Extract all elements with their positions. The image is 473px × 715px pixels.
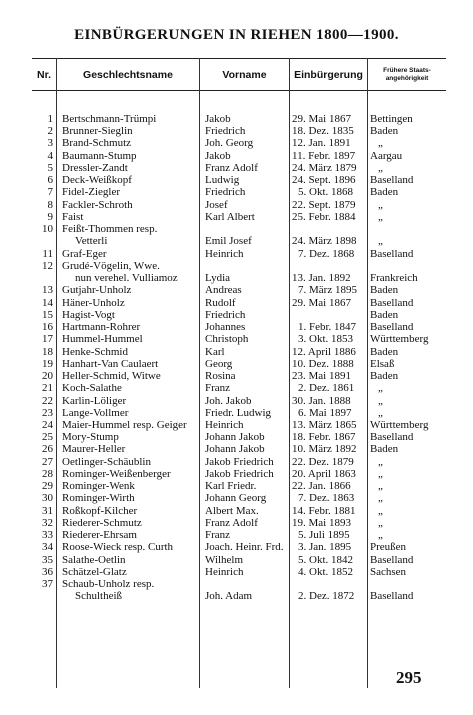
header-naturalization: Einbürgerung bbox=[294, 69, 363, 81]
table-row bbox=[0, 443, 473, 455]
table-row bbox=[0, 590, 473, 602]
first-name-cell: Karl bbox=[205, 345, 225, 358]
surname-cell: Schultheiß bbox=[75, 590, 123, 603]
previous-nationality-cell: Baden bbox=[370, 443, 399, 456]
naturalization-date-cell: 6. Mai 1897 bbox=[298, 406, 352, 419]
surname-cell: Karlin-Löliger bbox=[62, 394, 127, 407]
row-number: 10 bbox=[42, 223, 53, 236]
first-name-cell: Emil Josef bbox=[205, 235, 252, 248]
row-number: 20 bbox=[42, 370, 53, 383]
surname-cell: Riederer-Schmutz bbox=[62, 516, 142, 529]
table-row bbox=[0, 419, 473, 431]
surname-cell: nun verehel. Vulliamoz bbox=[75, 272, 178, 285]
naturalization-date-cell: 2. Dez. 1872 bbox=[298, 590, 355, 603]
first-name-cell: Joach. Heinr. Frd. bbox=[205, 541, 284, 554]
previous-nationality-cell: Baden bbox=[370, 308, 399, 321]
previous-nationality-cell: Baden bbox=[370, 370, 399, 383]
naturalization-date-cell: 7. Dez. 1863 bbox=[298, 492, 355, 505]
surname-cell: Hummel-Hummel bbox=[62, 333, 143, 346]
surname-cell: Fidel-Ziegler bbox=[62, 186, 121, 199]
previous-nationality-cell: Aargau bbox=[370, 149, 403, 162]
previous-nationality-cell: Baselland bbox=[370, 321, 414, 334]
first-name-cell: Joh. Adam bbox=[205, 590, 253, 603]
surname-cell: Hagist-Vogt bbox=[62, 308, 115, 321]
row-number: 6 bbox=[47, 174, 53, 187]
surname-cell: Rominger-Wirth bbox=[62, 492, 135, 505]
previous-nationality-cell: „ bbox=[378, 467, 383, 480]
surname-cell: Rominger-Wenk bbox=[62, 480, 135, 493]
row-number: 33 bbox=[42, 529, 53, 542]
naturalization-date-cell: 10. Dez. 1888 bbox=[292, 357, 354, 370]
naturalization-date-cell: 5. Okt. 1868 bbox=[298, 186, 353, 199]
row-number: 3 bbox=[47, 137, 53, 150]
surname-cell: Maurer-Heller bbox=[62, 443, 126, 456]
table-row bbox=[0, 370, 473, 382]
table-row bbox=[0, 382, 473, 394]
previous-nationality-cell: „ bbox=[378, 394, 383, 407]
first-name-cell: Heinrich bbox=[205, 565, 244, 578]
previous-nationality-cell: „ bbox=[378, 235, 383, 248]
table-row bbox=[0, 297, 473, 309]
naturalization-date-cell: 24. März 1879 bbox=[292, 161, 357, 174]
first-name-cell: Jakob bbox=[205, 113, 231, 125]
table-row bbox=[0, 199, 473, 211]
first-name-cell: Franz Adolf bbox=[205, 161, 258, 174]
naturalization-date-cell: 20. April 1863 bbox=[292, 467, 356, 480]
table-row bbox=[0, 162, 473, 174]
previous-nationality-cell: Baselland bbox=[370, 296, 414, 309]
row-number: 8 bbox=[47, 198, 53, 211]
table-row bbox=[0, 395, 473, 407]
naturalization-date-cell: 12. April 1886 bbox=[292, 345, 356, 358]
first-name-cell: Johannes bbox=[205, 321, 246, 334]
naturalization-date-cell: 24. März 1898 bbox=[292, 235, 357, 248]
first-name-cell: Joh. Georg bbox=[205, 137, 254, 150]
previous-nationality-cell: „ bbox=[378, 455, 383, 468]
surname-cell: Deck-Weißkopf bbox=[62, 174, 132, 187]
previous-nationality-cell: „ bbox=[378, 504, 383, 517]
header-first-name: Vorname bbox=[222, 69, 267, 81]
previous-nationality-cell: „ bbox=[378, 406, 383, 419]
row-number: 14 bbox=[42, 296, 53, 309]
first-name-cell: Rudolf bbox=[205, 296, 236, 309]
first-name-cell: Friedr. Ludwig bbox=[205, 406, 271, 419]
table-row bbox=[0, 358, 473, 370]
naturalization-date-cell: 5. Juli 1895 bbox=[298, 529, 350, 542]
table-row bbox=[0, 578, 473, 590]
surname-cell: Brunner-Sieglin bbox=[62, 125, 133, 138]
page-title: EINBÜRGERUNGEN IN RIEHEN 1800—1900. bbox=[74, 27, 399, 43]
first-name-cell: Franz bbox=[205, 382, 231, 395]
surname-cell: Fackler-Schroth bbox=[62, 198, 133, 211]
first-name-cell: Friedrich bbox=[205, 186, 246, 199]
row-number: 28 bbox=[42, 467, 53, 480]
row-number: 17 bbox=[42, 333, 53, 346]
first-name-cell: Johann Jakob bbox=[205, 431, 265, 444]
surname-cell: Rominger-Weißenberger bbox=[62, 467, 171, 480]
surname-cell: Mory-Stump bbox=[62, 431, 119, 444]
surname-cell: Feißt-Thommen resp. bbox=[62, 223, 158, 236]
row-number: 35 bbox=[42, 553, 53, 566]
table-row bbox=[0, 541, 473, 553]
naturalization-date-cell: 22. Sept. 1879 bbox=[292, 198, 356, 211]
surname-cell: Henke-Schmid bbox=[62, 345, 128, 358]
row-number: 37 bbox=[42, 578, 53, 591]
row-number: 15 bbox=[42, 308, 53, 321]
first-name-cell: Heinrich bbox=[205, 247, 244, 260]
previous-nationality-cell: „ bbox=[378, 137, 383, 150]
row-number: 34 bbox=[42, 541, 53, 554]
previous-nationality-cell: „ bbox=[378, 161, 383, 174]
table-top-rule bbox=[32, 58, 446, 59]
table-row bbox=[0, 248, 473, 260]
surname-cell: Schaub-Unholz resp. bbox=[62, 578, 155, 591]
naturalization-date-cell: 7. Dez. 1868 bbox=[298, 247, 355, 260]
previous-nationality-cell: Elsaß bbox=[370, 357, 395, 370]
previous-nationality-cell: Baselland bbox=[370, 431, 414, 444]
row-number: 12 bbox=[42, 259, 53, 272]
row-number: 19 bbox=[42, 357, 53, 370]
first-name-cell: Friedrich bbox=[205, 125, 246, 138]
previous-nationality-cell: Sachsen bbox=[370, 565, 407, 578]
surname-cell: Graf-Eger bbox=[62, 247, 107, 260]
first-name-cell: Karl Albert bbox=[205, 210, 255, 223]
row-number: 1 bbox=[47, 113, 53, 125]
first-name-cell: Albert Max. bbox=[205, 504, 259, 517]
previous-nationality-cell: Baselland bbox=[370, 174, 414, 187]
row-number: 2 bbox=[47, 125, 53, 138]
table-row bbox=[0, 235, 473, 247]
previous-nationality-cell: Baden bbox=[370, 186, 399, 199]
table-row bbox=[0, 431, 473, 443]
table-row bbox=[0, 456, 473, 468]
naturalization-date-cell: 4. Okt. 1852 bbox=[298, 565, 353, 578]
first-name-cell: Heinrich bbox=[205, 419, 244, 431]
first-name-cell: Jakob bbox=[205, 149, 231, 162]
table-row bbox=[0, 321, 473, 333]
first-name-cell: Rosina bbox=[205, 370, 236, 383]
table-row bbox=[0, 407, 473, 419]
surname-cell: Grudé-Vögelin, Wwe. bbox=[62, 259, 160, 272]
previous-nationality-cell: Württemberg bbox=[370, 419, 429, 431]
naturalization-date-cell: 18. Dez. 1835 bbox=[292, 125, 354, 138]
table-row bbox=[0, 333, 473, 345]
naturalization-date-cell: 19. Mai 1893 bbox=[292, 516, 351, 529]
surname-cell: Oetlinger-Schäublin bbox=[62, 455, 151, 468]
row-number: 32 bbox=[42, 516, 53, 529]
table-row bbox=[0, 272, 473, 284]
previous-nationality-cell: „ bbox=[378, 382, 383, 395]
naturalization-date-cell: 3. Okt. 1853 bbox=[298, 333, 353, 346]
naturalization-date-cell: 29. Mai 1867 bbox=[292, 296, 351, 309]
row-number: 9 bbox=[47, 210, 53, 223]
first-name-cell: Johann Jakob bbox=[205, 443, 265, 456]
row-number: 7 bbox=[47, 186, 53, 199]
surname-cell: Lange-Vollmer bbox=[62, 406, 129, 419]
table-row bbox=[0, 517, 473, 529]
table-row bbox=[0, 346, 473, 358]
surname-cell: Dressler-Zandt bbox=[62, 161, 128, 174]
row-number: 13 bbox=[42, 284, 53, 297]
row-number: 16 bbox=[42, 321, 53, 334]
row-number: 30 bbox=[42, 492, 53, 505]
table-row bbox=[0, 566, 473, 578]
table-row bbox=[0, 309, 473, 321]
surname-cell: Baumann-Stump bbox=[62, 149, 137, 162]
table-row bbox=[0, 554, 473, 566]
row-number: 26 bbox=[42, 443, 53, 456]
header-surname: Geschlechtsname bbox=[83, 69, 173, 81]
table-row bbox=[0, 505, 473, 517]
previous-nationality-cell: „ bbox=[378, 210, 383, 223]
naturalization-date-cell: 1. Febr. 1847 bbox=[298, 321, 357, 334]
naturalization-date-cell: 10. März 1892 bbox=[292, 443, 357, 456]
surname-cell: Maier-Hummel resp. Geiger bbox=[62, 419, 187, 431]
first-name-cell: Johann Georg bbox=[205, 492, 267, 505]
table-row bbox=[0, 113, 473, 125]
table-row bbox=[0, 480, 473, 492]
naturalization-date-cell: 3. Jan. 1895 bbox=[298, 541, 352, 554]
naturalization-date-cell: 14. Febr. 1881 bbox=[292, 504, 356, 517]
surname-cell: Brand-Schmutz bbox=[62, 137, 132, 150]
row-number: 5 bbox=[47, 161, 53, 174]
header-nr: Nr. bbox=[36, 69, 51, 81]
row-number: 23 bbox=[42, 406, 53, 419]
previous-nationality-cell: „ bbox=[378, 480, 383, 493]
previous-nationality-cell: „ bbox=[378, 516, 383, 529]
naturalization-date-cell: 24. Sept. 1896 bbox=[292, 174, 356, 187]
row-number: 21 bbox=[42, 382, 53, 395]
surname-cell: Roose-Wieck resp. Curth bbox=[62, 541, 174, 554]
row-number: 24 bbox=[42, 419, 53, 431]
row-number: 27 bbox=[42, 455, 53, 468]
first-name-cell: Friedrich bbox=[205, 308, 246, 321]
first-name-cell: Karl Friedr. bbox=[205, 480, 257, 493]
first-name-cell: Franz Adolf bbox=[205, 516, 258, 529]
table-row bbox=[0, 137, 473, 149]
first-name-cell: Jakob Friedrich bbox=[205, 455, 274, 468]
surname-cell: Faist bbox=[62, 210, 84, 223]
naturalization-date-cell: 22. Dez. 1879 bbox=[292, 455, 354, 468]
first-name-cell: Josef bbox=[205, 198, 228, 211]
previous-nationality-cell: Frankreich bbox=[370, 272, 418, 285]
table-row bbox=[0, 186, 473, 198]
previous-nationality-cell: Württemberg bbox=[370, 333, 429, 346]
naturalization-date-cell: 18. Febr. 1867 bbox=[292, 431, 356, 444]
table-row bbox=[0, 284, 473, 296]
naturalization-date-cell: 11. Febr. 1897 bbox=[292, 149, 356, 162]
table-row bbox=[0, 529, 473, 541]
previous-nationality-cell: Baden bbox=[370, 125, 399, 138]
naturalization-date-cell: 13. März 1865 bbox=[292, 419, 357, 431]
row-number: 36 bbox=[42, 565, 53, 578]
previous-nationality-cell: Baselland bbox=[370, 590, 414, 603]
row-number: 29 bbox=[42, 480, 53, 493]
table-row bbox=[0, 211, 473, 223]
surname-cell: Roßkopf-Kilcher bbox=[62, 504, 138, 517]
previous-nationality-cell: Baden bbox=[370, 284, 399, 297]
table-row bbox=[0, 468, 473, 480]
first-name-cell: Franz bbox=[205, 529, 231, 542]
surname-cell: Gutjahr-Unholz bbox=[62, 284, 132, 297]
first-name-cell: Andreas bbox=[205, 284, 242, 297]
table-row bbox=[0, 150, 473, 162]
table-row bbox=[0, 174, 473, 186]
first-name-cell: Wilhelm bbox=[205, 553, 244, 566]
previous-nationality-cell: „ bbox=[378, 492, 383, 505]
row-number: 18 bbox=[42, 345, 53, 358]
previous-nationality-cell: Preußen bbox=[370, 541, 407, 554]
first-name-cell: Ludwig bbox=[205, 174, 240, 187]
surname-cell: Hartmann-Rohrer bbox=[62, 321, 141, 334]
header-previous-nationality: Frühere Staats- angehörigkeit bbox=[383, 67, 431, 82]
surname-cell: Bertschmann-Trümpi bbox=[62, 113, 157, 125]
header-bottom-rule bbox=[32, 90, 446, 91]
first-name-cell: Georg bbox=[205, 357, 233, 370]
surname-cell: Riederer-Ehrsam bbox=[62, 529, 137, 542]
row-number: 25 bbox=[42, 431, 53, 444]
previous-nationality-cell: „ bbox=[378, 529, 383, 542]
first-name-cell: Joh. Jakob bbox=[205, 394, 252, 407]
naturalization-date-cell: 25. Febr. 1884 bbox=[292, 210, 356, 223]
table-row bbox=[0, 223, 473, 235]
naturalization-date-cell: 13. Jan. 1892 bbox=[292, 272, 351, 285]
surname-cell: Koch-Salathe bbox=[62, 382, 122, 395]
previous-nationality-cell: Bettingen bbox=[370, 113, 413, 125]
row-number: 31 bbox=[42, 504, 53, 517]
surname-cell: Salathe-Oetlin bbox=[62, 553, 126, 566]
naturalization-date-cell: 12. Jan. 1891 bbox=[292, 137, 351, 150]
previous-nationality-cell: Baselland bbox=[370, 247, 414, 260]
previous-nationality-cell: Baselland bbox=[370, 553, 414, 566]
naturalization-date-cell: 30. Jan. 1888 bbox=[292, 394, 351, 407]
table-row bbox=[0, 260, 473, 272]
row-number: 22 bbox=[42, 394, 53, 407]
naturalization-date-cell: 7. März 1895 bbox=[298, 284, 357, 297]
table-row bbox=[0, 125, 473, 137]
page-number: 295 bbox=[396, 668, 422, 687]
surname-cell: Häner-Unholz bbox=[62, 296, 125, 309]
row-number: 11 bbox=[42, 247, 53, 260]
first-name-cell: Lydia bbox=[205, 272, 231, 285]
surname-cell: Vetterli bbox=[75, 235, 108, 248]
naturalization-date-cell: 22. Jan. 1866 bbox=[292, 480, 351, 493]
previous-nationality-cell: Baden bbox=[370, 345, 399, 358]
naturalization-date-cell: 5. Okt. 1842 bbox=[298, 553, 353, 566]
table-row bbox=[0, 492, 473, 504]
surname-cell: Heller-Schmid, Witwe bbox=[62, 370, 161, 383]
surname-cell: Hanhart-Van Caulaert bbox=[62, 357, 159, 370]
previous-nationality-cell: „ bbox=[378, 198, 383, 211]
naturalization-date-cell: 29. Mai 1867 bbox=[292, 113, 351, 125]
first-name-cell: Christoph bbox=[205, 333, 249, 346]
naturalization-date-cell: 23. Mai 1891 bbox=[292, 370, 351, 383]
row-number: 4 bbox=[47, 149, 53, 162]
surname-cell: Schätzel-Glatz bbox=[62, 565, 127, 578]
naturalization-date-cell: 2. Dez. 1861 bbox=[298, 382, 355, 395]
first-name-cell: Jakob Friedrich bbox=[205, 467, 274, 480]
